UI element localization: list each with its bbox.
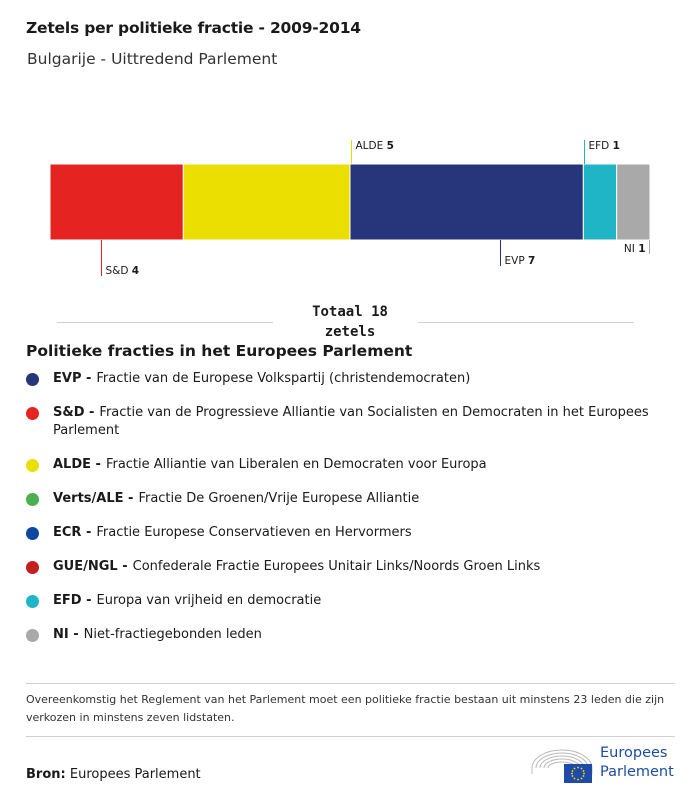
european-parliament-logo-icon — [530, 744, 594, 784]
legend-abbr: Verts/ALE - — [53, 491, 134, 506]
legend-swatch — [26, 561, 39, 574]
total-seats-line2: zetels — [324, 324, 376, 340]
legend-swatch — [26, 373, 39, 386]
legend-swatch — [26, 629, 39, 642]
legend-abbr: EFD - — [53, 593, 92, 608]
legend-description: Europa van vrijheid en democratie — [96, 593, 322, 608]
legend-description: Fractie Alliantie van Liberalen en Democraten voor Europa — [105, 457, 487, 472]
logo-line2: Parlement — [600, 764, 674, 780]
seat-distribution-chart — [0, 0, 700, 300]
chart-title: Zetels per politieke fractie - 2009-2014 — [26, 19, 361, 37]
legend-abbr: EVP - — [53, 371, 92, 386]
legend-text — [53, 404, 666, 440]
legend-swatch — [26, 493, 39, 506]
source-value: Europees Parlement — [69, 767, 201, 782]
legend-item — [26, 404, 666, 440]
footnote: Overeenkomstig het Reglement van het Parlement moet een politieke fractie bestaan uit minstens 23 leden die zijn verkozen in minstens zeven lidstaten. — [26, 693, 665, 724]
legend-description: Fractie van de Progressieve Alliantie van Socialisten en Democraten in het Europees Parlement — [53, 405, 649, 438]
data-label-evp: EVP 7 — [504, 255, 536, 267]
legend-item — [26, 456, 666, 474]
legend-abbr: NI - — [53, 627, 79, 642]
legend-abbr: GUE/NGL - — [53, 559, 128, 574]
source-label: Bron: — [26, 767, 66, 782]
bar-segment-alde — [183, 164, 350, 240]
legend-description: Fractie De Groenen/Vrije Europese Alliantie — [138, 491, 420, 506]
data-label-ni: NI 1 — [623, 243, 646, 255]
logo-wordmark — [600, 744, 674, 782]
source-line — [26, 767, 201, 782]
legend-abbr: S&D - — [53, 405, 95, 420]
legend-title: Politieke fracties in het Europees Parlement — [26, 342, 413, 360]
total-seats-label — [290, 302, 410, 342]
legend-text — [53, 490, 419, 508]
total-seats-line1: Totaal 18 — [312, 304, 388, 320]
legend-abbr: ALDE - — [53, 457, 101, 472]
legend-text — [53, 592, 321, 610]
logo-line1: Europees — [600, 745, 668, 761]
bar-segment-evp — [350, 164, 583, 240]
note-divider-top — [26, 683, 675, 684]
legend-text — [53, 370, 470, 388]
bar-segment-efd — [583, 164, 616, 240]
data-label-efd: EFD 1 — [588, 140, 620, 152]
legend-item — [26, 370, 666, 388]
legend-item — [26, 490, 666, 508]
legend-description: Confederale Fractie Europees Unitair Links/Noords Groen Links — [132, 559, 541, 574]
data-label-alde: ALDE 5 — [355, 140, 394, 152]
legend-item — [26, 558, 666, 576]
legend-item — [26, 592, 666, 610]
chart-subtitle: Bulgarije - Uittredend Parlement — [27, 50, 278, 68]
note-divider-bottom — [26, 736, 675, 737]
bar-segment-ni — [617, 164, 650, 240]
legend-swatch — [26, 595, 39, 608]
legend-description: Fractie van de Europese Volkspartij (christendemocraten) — [96, 371, 471, 386]
legend-text — [53, 558, 540, 576]
legend-description: Niet-fractiegebonden leden — [83, 627, 262, 642]
legend-text — [53, 524, 412, 542]
legend-text — [53, 626, 262, 644]
legend-item — [26, 524, 666, 542]
legend-description: Fractie Europese Conservatieven en Hervormers — [96, 525, 412, 540]
bar-segment-sd — [50, 164, 183, 240]
legend-item — [26, 626, 666, 644]
european-parliament-logo — [530, 744, 680, 786]
legend-swatch — [26, 527, 39, 540]
legend-swatch — [26, 407, 39, 420]
total-divider-right — [418, 322, 634, 323]
legend-list — [26, 370, 666, 660]
total-divider-left — [57, 322, 273, 323]
legend-abbr: ECR - — [53, 525, 92, 540]
legend-text — [53, 456, 487, 474]
legend-swatch — [26, 459, 39, 472]
data-label-sd: S&D 4 — [105, 265, 140, 277]
